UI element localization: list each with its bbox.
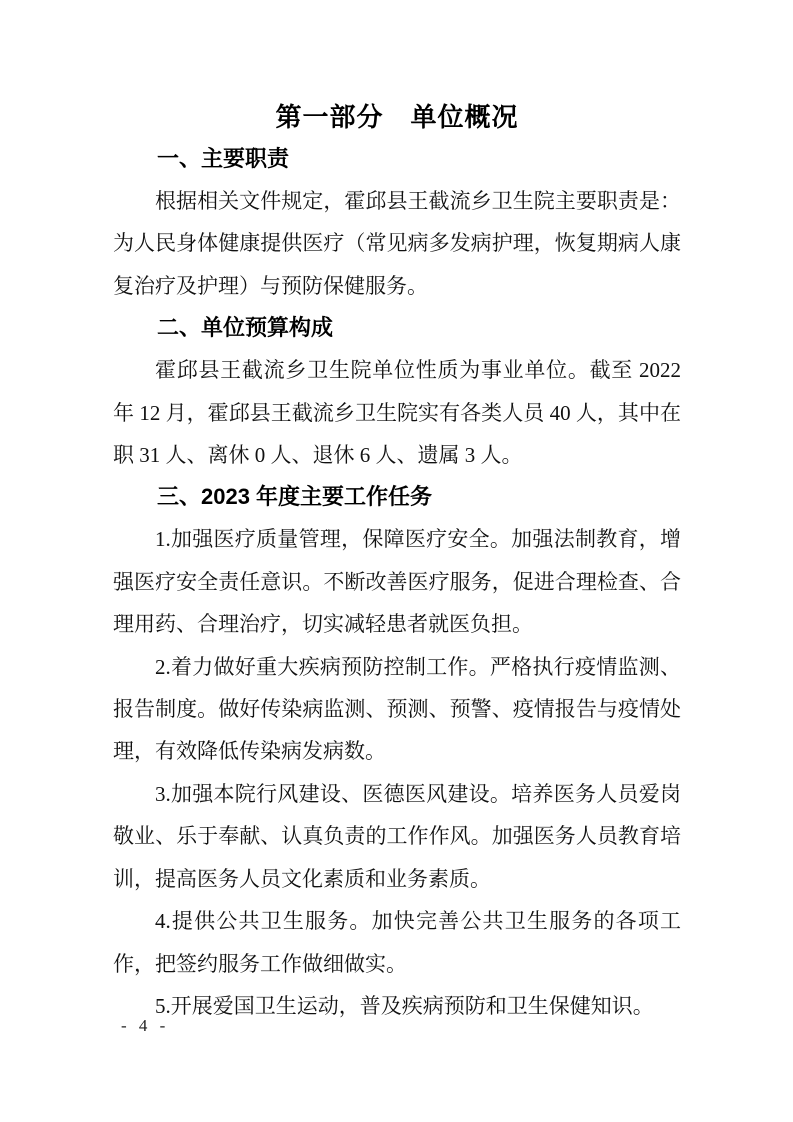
paragraph-task-3: 3.加强本院行风建设、医德医风建设。培养医务人员爱岗敬业、乐于奉献、认真负责的工作作风。加强医务人员教育培训，提高医务人员文化素质和业务素质。 (113, 781, 681, 891)
section-heading-main-duties: 一、主要职责 (157, 146, 290, 171)
paragraph-task-4: 4.提供公共卫生服务。加快完善公共卫生服务的各项工作，把签约服务工作做细做实。 (113, 909, 681, 976)
page-title: 第一部分 单位概况 (275, 102, 519, 132)
page-number: - 4 - (121, 1016, 170, 1035)
section-heading-budget-composition: 二、单位预算构成 (157, 315, 334, 341)
paragraph-main-duties: 根据相关文件规定，霍邱县王截流乡卫生院主要职责是：为人民身体健康提供医疗（常见病多发病护理，恢复期病人康复治疗及护理）与预防保健服务。 (113, 189, 681, 298)
section-heading-2023-tasks: 三、2023 年度主要工作任务 (157, 484, 433, 510)
paragraph-task-1: 1.加强医疗质量管理，保障医疗安全。加强法制教育，增强医疗安全责任意识。不断改善医疗服务，促进合理检查、合理用药、合理治疗，切实减轻患者就医负担。 (113, 527, 681, 637)
paragraph-task-2: 2.着力做好重大疾病预防控制工作。严格执行疫情监测、报告制度。做好传染病监测、预测、预警、疫情报告与疫情处理，有效降低传染病发病数。 (113, 654, 681, 764)
paragraph-task-5: 5.开展爱国卫生运动，普及疾病预防和卫生保健知识。 (155, 993, 654, 1018)
paragraph-budget-composition: 霍邱县王截流乡卫生院单位性质为事业单位。截至 2022 年 12 月，霍邱县王截流乡卫生院实有各类人员 40 人，其中在职 31 人、离休 0 人、退休 6 人、遗属 3 人。 (113, 358, 681, 468)
